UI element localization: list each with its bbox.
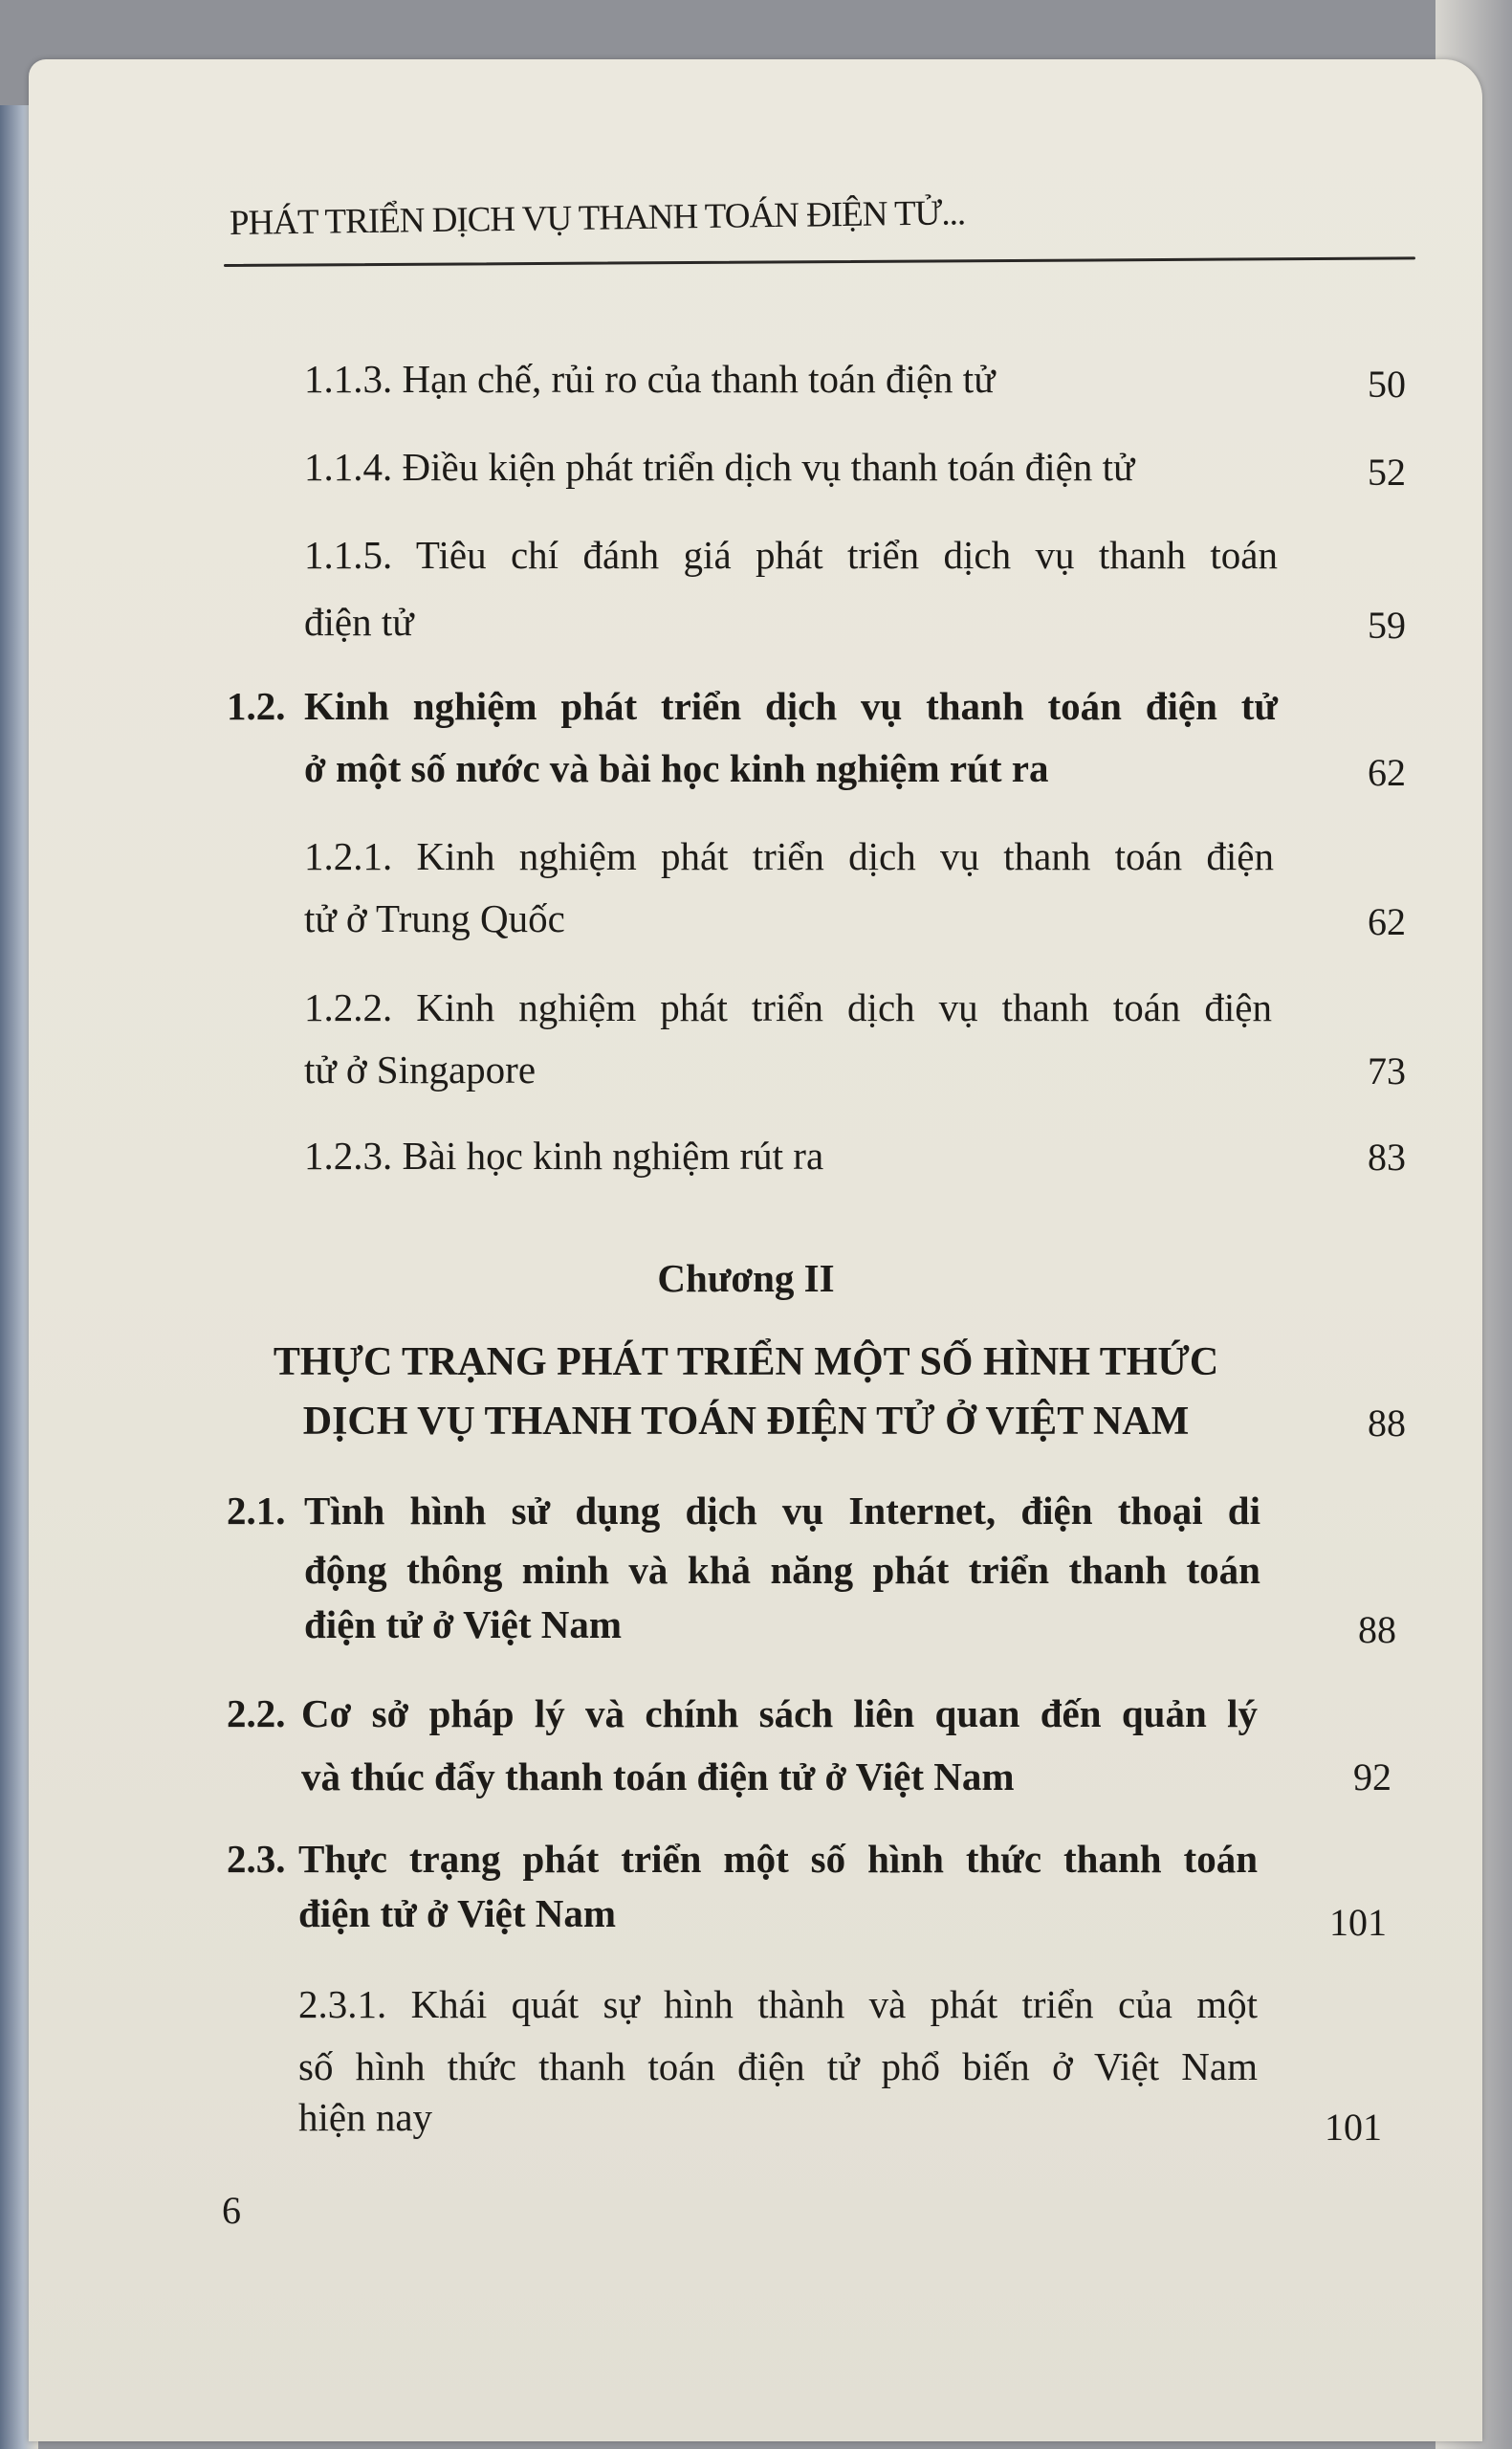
toc-entry-1-1-4: 1.1.4. Điều kiện phát triển dịch vụ thanh toán điện tử — [304, 445, 1135, 489]
chapter-title-cont: DỊCH VỤ THANH TOÁN ĐIỆN TỬ Ở VIỆT NAM — [302, 1400, 1190, 1444]
chapter-title: THỰC TRẠNG PHÁT TRIỂN MỘT SỐ HÌNH THỨC — [273, 1340, 1219, 1384]
toc-entry-1-1-5: 1.1.5. Tiêu chí đánh giá phát triển dịch vụ thanh toán — [304, 533, 1278, 577]
toc-entry-2-3-1-cont: số hình thức thanh toán điện tử phổ biến ở Việt Nam — [298, 2044, 1258, 2088]
toc-page: 62 — [1368, 751, 1406, 794]
chapter-label: Chương II — [657, 1256, 835, 1300]
toc-page: 59 — [1368, 604, 1406, 647]
toc-section-number: 2.2. — [227, 1691, 286, 1735]
toc-entry-1-2-3: 1.2.3. Bài học kinh nghiệm rút ra — [304, 1134, 824, 1178]
toc-page: 92 — [1353, 1755, 1391, 1798]
toc-page: 62 — [1368, 900, 1406, 943]
toc-page: 83 — [1368, 1136, 1406, 1179]
toc-section-number: 2.1. — [227, 1489, 286, 1533]
toc-section-2-2-cont: và thúc đẩy thanh toán điện tử ở Việt Nam — [301, 1754, 1015, 1798]
toc-entry-1-1-3: 1.1.3. Hạn chế, rủi ro của thanh toán điện tử — [304, 357, 996, 401]
toc-section-1-2: Kinh nghiệm phát triển dịch vụ thanh toán điện tử — [304, 684, 1278, 728]
toc-section-1-2-cont: ở một số nước và bài học kinh nghiệm rút ra — [304, 746, 1049, 790]
toc-section-2-3: Thực trạng phát triển một số hình thức thanh toán — [298, 1837, 1258, 1881]
toc-section-number: 1.2. — [227, 684, 286, 728]
toc-page: 101 — [1329, 1901, 1387, 1944]
toc-entry-1-2-1: 1.2.1. Kinh nghiệm phát triển dịch vụ thanh toán điện — [304, 834, 1274, 878]
page-number: 6 — [222, 2189, 241, 2232]
toc-entry-2-3-1: 2.3.1. Khái quát sự hình thành và phát triển của một — [298, 1982, 1258, 2026]
toc-entry-1-1-5-cont: điện tử — [304, 600, 414, 644]
running-header: PHÁT TRIỂN DỊCH VỤ THANH TOÁN ĐIỆN TỬ... — [229, 193, 966, 243]
toc-entry-1-2-1-cont: tử ở Trung Quốc — [304, 896, 565, 940]
toc-section-2-1: Tình hình sử dụng dịch vụ Internet, điện thoại di — [304, 1489, 1260, 1533]
toc-entry-1-2-2: 1.2.2. Kinh nghiệm phát triển dịch vụ thanh toán điện — [304, 985, 1272, 1029]
toc-page: 52 — [1368, 451, 1406, 494]
toc-entry-2-3-1-cont: hiện nay — [298, 2095, 433, 2139]
toc-page: 88 — [1368, 1401, 1406, 1445]
toc-page: 50 — [1368, 363, 1406, 406]
toc-page: 73 — [1368, 1049, 1406, 1092]
toc-section-2-1-cont: điện tử ở Việt Nam — [304, 1602, 623, 1646]
toc-page: 88 — [1358, 1608, 1396, 1651]
toc-page: 101 — [1325, 2106, 1382, 2149]
toc-section-2-1-cont: động thông minh và khả năng phát triển thanh toán — [304, 1548, 1260, 1592]
toc-entry-1-2-2-cont: tử ở Singapore — [304, 1048, 537, 1092]
toc-section-2-3-cont: điện tử ở Việt Nam — [298, 1891, 617, 1935]
toc-section-2-2: Cơ sở pháp lý và chính sách liên quan đến quản lý — [301, 1691, 1258, 1735]
toc-section-number: 2.3. — [227, 1837, 286, 1881]
